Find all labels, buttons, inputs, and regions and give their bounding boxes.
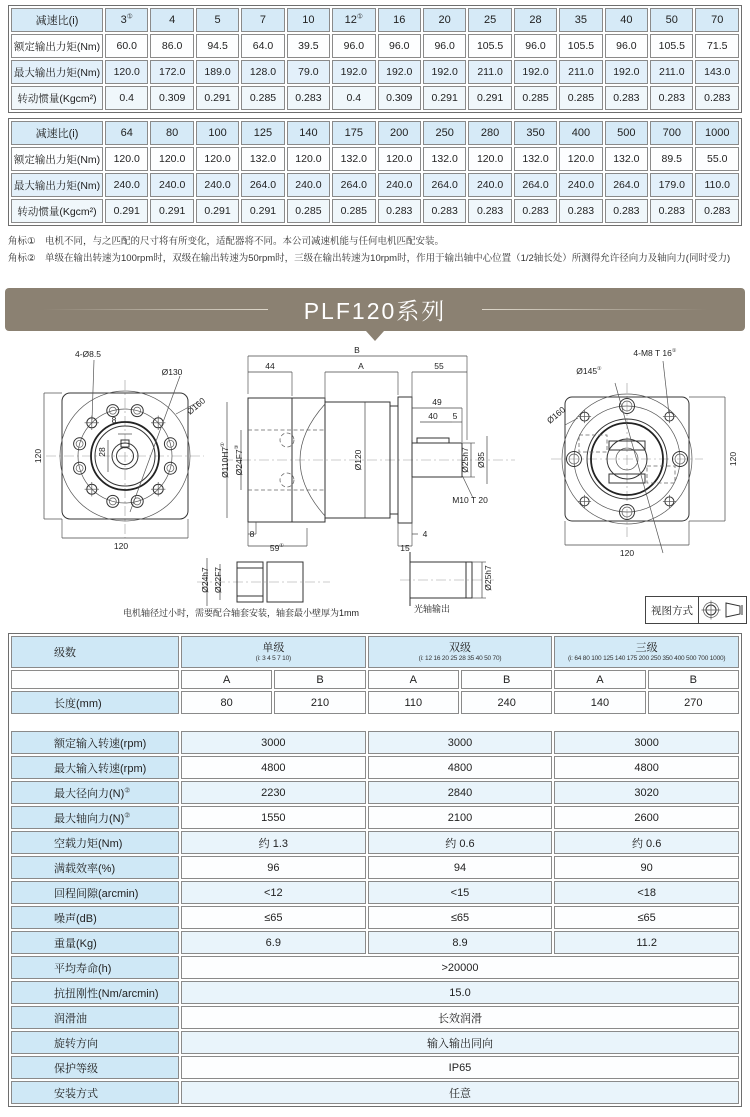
table-cell: 192.0: [423, 60, 466, 84]
table-cell: 96.0: [605, 34, 648, 58]
table-cell: 132.0: [332, 147, 375, 171]
table-row: [11, 121, 739, 145]
table-cell: 输入输出同向: [181, 1031, 739, 1054]
table-cell: 132.0: [241, 147, 284, 171]
row-label: 旋转方向: [11, 1031, 179, 1054]
spec-row: [11, 931, 739, 954]
ab-cell: B: [274, 670, 365, 689]
specification-table: [8, 633, 742, 1107]
dim-label-section-key-len: 40: [428, 411, 438, 421]
table-cell: 264.0: [514, 173, 557, 197]
table-cell: 0.291: [196, 86, 239, 110]
ab-header-row: [11, 670, 739, 689]
table-row: [11, 60, 739, 84]
spec-row: [11, 881, 739, 904]
row-label: 回程间隙(arcmin): [11, 881, 179, 904]
footnote-marker: ②: [124, 786, 131, 794]
table-cell: 132.0: [514, 147, 557, 171]
dim-label-section-d59: 59①: [269, 543, 285, 553]
table-cell: 0.283: [695, 86, 739, 110]
row-label: 最大输出力矩(Nm): [11, 173, 103, 197]
table-cell: 120.0: [378, 147, 421, 171]
table-cell: 86.0: [150, 34, 193, 58]
table-cell: 2230: [181, 781, 366, 804]
dim-label-front-key-depth: 28: [97, 447, 107, 457]
table-cell: 0.283: [514, 199, 557, 223]
table-cell: 4800: [554, 756, 739, 779]
table-cell: 0.4: [332, 86, 375, 110]
dim-label-shaft-dia: Ø25h7: [483, 565, 493, 591]
table-cell: ≤65: [368, 906, 553, 929]
table-cell: 1000: [695, 121, 739, 145]
table-cell: 240.0: [287, 173, 330, 197]
table-cell: 6.9: [181, 931, 366, 954]
spec-row: [11, 906, 739, 929]
table-cell: 94.5: [196, 34, 239, 58]
table-cell: 20: [423, 8, 466, 32]
footnote-marker: ①: [671, 348, 677, 355]
table-cell: 0.285: [332, 199, 375, 223]
table-cell: 250: [423, 121, 466, 145]
spec-row: [11, 781, 739, 804]
table-cell: 0.283: [695, 199, 739, 223]
table-cell: 0.291: [423, 86, 466, 110]
dim-label-front-outer-dia: Ø160: [184, 395, 208, 417]
group-name: 单级: [262, 641, 285, 654]
header-row: [11, 636, 739, 668]
table-cell: 140: [287, 121, 330, 145]
table-cell: 0.283: [650, 199, 693, 223]
group-header: [181, 636, 366, 668]
ab-cell: A: [554, 670, 645, 689]
table-cell: 79.0: [287, 60, 330, 84]
table-cell: 96: [181, 856, 366, 879]
table-cell: 约 1.3: [181, 831, 366, 854]
table-cell: 4800: [368, 756, 553, 779]
dim-label-section-overall: B: [354, 345, 360, 355]
table-cell: 110: [368, 691, 459, 714]
ab-cell: A: [368, 670, 459, 689]
dim-label-front-bolt-holes: 4-Ø8.5: [75, 349, 101, 359]
table-cell: 132.0: [423, 147, 466, 171]
table-cell: 11.2: [554, 931, 739, 954]
table-cell: 211.0: [559, 60, 602, 84]
dim-label-section-key-end: 5: [452, 411, 458, 421]
table-cell: 50: [650, 8, 693, 32]
table-cell: 8.9: [368, 931, 553, 954]
row-label: 转动惯量(Kgcm²): [11, 199, 103, 223]
full-row: [11, 981, 739, 1004]
table-cell: 211.0: [650, 60, 693, 84]
table-cell: 125: [241, 121, 284, 145]
row-label: 减速比(i): [11, 121, 103, 145]
table-cell: 189.0: [196, 60, 239, 84]
table-cell: 94: [368, 856, 553, 879]
table-cell: 2100: [368, 806, 553, 829]
dim-label-section-d15: 15: [400, 543, 410, 553]
table-cell: 264.0: [241, 173, 284, 197]
table-cell: 39.5: [287, 34, 330, 58]
dim-label-section-input-len: 44: [265, 361, 275, 371]
table-cell: 0.291: [150, 199, 193, 223]
empty-cell: [11, 670, 179, 689]
spec-row: [11, 756, 739, 779]
table-cell: 264.0: [423, 173, 466, 197]
dim-label-section-d8: 8: [249, 529, 255, 539]
table-cell: 90: [554, 856, 739, 879]
table-cell: 0.285: [514, 86, 557, 110]
table-cell: 0.285: [287, 199, 330, 223]
table-cell: 0.4: [105, 86, 148, 110]
group-ratios: (i: 64 80 100 125 140 175 200 250 350 400 500 700 1000): [567, 654, 726, 662]
table-cell: 270: [648, 691, 739, 714]
table-cell: 105.5: [468, 34, 511, 58]
row-label: 空载力矩(Nm): [11, 831, 179, 854]
table-cell: 0.283: [468, 199, 511, 223]
table-cell: 3000: [554, 731, 739, 754]
table-cell: 96.0: [423, 34, 466, 58]
table-cell: 0.291: [105, 199, 148, 223]
table-cell: 0.309: [378, 86, 421, 110]
footnote-marker: ③: [234, 444, 241, 450]
dim-label-section-inner-bore: Ø24F7③: [234, 444, 244, 476]
dim-label-rear-width: 120: [619, 548, 635, 558]
dim-label-section-shaft-len: 49: [432, 397, 442, 407]
table-row: [11, 86, 739, 110]
table-cell: 120.0: [559, 147, 602, 171]
table-cell: 200: [378, 121, 421, 145]
dim-label-section-body-len: A: [358, 361, 364, 371]
rear-view-drawing: [525, 335, 750, 565]
table-cell: 55.0: [695, 147, 739, 171]
table-cell: 192.0: [378, 60, 421, 84]
table-cell: 40: [605, 8, 648, 32]
ratio-table-2: [8, 118, 742, 226]
dim-label-sleeve-inner: Ø22F7: [213, 567, 223, 593]
table-cell: 96.0: [332, 34, 375, 58]
table-cell: 172.0: [150, 60, 193, 84]
footnote-marker: ①: [279, 543, 285, 550]
spec-row: [11, 831, 739, 854]
table-cell: 264.0: [332, 173, 375, 197]
table-cell: 任意: [181, 1081, 739, 1104]
dim-label-section-input-bore: Ø110H7①: [220, 442, 230, 478]
table-cell: 0.283: [378, 199, 421, 223]
spec-row: [11, 731, 739, 754]
group-header: [554, 636, 739, 668]
dim-label-section-tap: M10 T 20: [452, 495, 488, 505]
full-row: [11, 1006, 739, 1029]
footnote-marker: ①: [126, 13, 133, 21]
table-cell: 240.0: [559, 173, 602, 197]
ab-cell: B: [648, 670, 739, 689]
dim-label-section-shaft-dia: Ø25h7: [460, 447, 470, 473]
table-cell: 1550: [181, 806, 366, 829]
table-cell: 240.0: [378, 173, 421, 197]
corner-label: 级数: [11, 636, 179, 668]
table-cell: 约 0.6: [554, 831, 739, 854]
table-cell: 500: [605, 121, 648, 145]
view-mode-box: [645, 596, 747, 624]
table-cell: <12: [181, 881, 366, 904]
length-row: [11, 691, 739, 714]
table-cell: 12①: [332, 8, 375, 32]
table-cell: 175: [332, 121, 375, 145]
table-cell: 64.0: [241, 34, 284, 58]
row-label: 安装方式: [11, 1081, 179, 1104]
table-cell: 105.5: [559, 34, 602, 58]
table-row: [11, 199, 739, 223]
table-cell: IP65: [181, 1056, 739, 1079]
table-cell: 0.283: [559, 199, 602, 223]
table-cell: 0.291: [241, 199, 284, 223]
row-label: 噪声(dB): [11, 906, 179, 929]
table-cell: <18: [554, 881, 739, 904]
table-cell: 35: [559, 8, 602, 32]
dim-label-front-key-width: 8: [111, 415, 117, 425]
table-cell: ≤65: [181, 906, 366, 929]
table-cell: 64: [105, 121, 148, 145]
table-cell: 105.5: [650, 34, 693, 58]
group-ratios: (i: 3 4 5 7 10): [255, 654, 291, 662]
spec-row: [11, 856, 739, 879]
row-label: 重量(Kg): [11, 931, 179, 954]
sleeve-note: 电机轴径过小时，需要配合轴套安装，轴套最小壁厚为1mm: [123, 608, 360, 618]
table-cell: 120.0: [150, 147, 193, 171]
row-label: 抗扭刚性(Nm/arcmin): [11, 981, 179, 1004]
full-row: [11, 1081, 739, 1104]
table-cell: 120.0: [105, 60, 148, 84]
row-label: 满载效率(%): [11, 856, 179, 879]
ab-cell: B: [461, 670, 552, 689]
table-cell: 96.0: [514, 34, 557, 58]
table-cell: 120.0: [468, 147, 511, 171]
row-label: 平均寿命(h): [11, 956, 179, 979]
table-cell: 96.0: [378, 34, 421, 58]
table-cell: 4: [150, 8, 193, 32]
shaft-output-caption: 光轴输出: [413, 604, 451, 614]
table-cell: 7: [241, 8, 284, 32]
row-label: 最大输入转速(rpm): [11, 756, 179, 779]
table-cell: 0.283: [605, 86, 648, 110]
table-cell: 350: [514, 121, 557, 145]
table-cell: 2600: [554, 806, 739, 829]
dim-label-rear-bolt-circle: Ø145①: [576, 366, 602, 376]
dim-label-rear-height: 120: [728, 451, 738, 467]
spacer-row: [11, 716, 739, 729]
footnote-2: 角标② 单级在输出转速为100rpm时，双级在输出转速为50rpm时，三级在输出转速为10rpm时，作用于输出轴中心位置（1/2轴长处）所测得允许径向力及轴向力(同时受力): [8, 253, 731, 264]
table-cell: 0.309: [150, 86, 193, 110]
table-cell: 240.0: [150, 173, 193, 197]
view-mode-icons: [699, 597, 746, 623]
table-cell: 0.283: [605, 199, 648, 223]
table-cell: 28: [514, 8, 557, 32]
dim-label-section-body-dia: Ø120: [353, 449, 363, 471]
table-cell: 5: [196, 8, 239, 32]
table-cell: 3000: [181, 731, 366, 754]
table-cell: 211.0: [468, 60, 511, 84]
row-label: 最大输出力矩(Nm): [11, 60, 103, 84]
table-cell: 240.0: [468, 173, 511, 197]
dim-label-front-bolt-circle: Ø130: [161, 367, 183, 377]
table-cell: 3020: [554, 781, 739, 804]
row-label: 额定输出力矩(Nm): [11, 147, 103, 171]
group-name: 双级: [448, 641, 471, 654]
row-label: 转动惯量(Kgcm²): [11, 86, 103, 110]
table-cell: 400: [559, 121, 602, 145]
row-label: 最大轴向力(N)②: [11, 806, 179, 829]
table-cell: 280: [468, 121, 511, 145]
table-cell: 约 0.6: [368, 831, 553, 854]
footnote-marker: ②: [124, 811, 131, 819]
row-label: 减速比(i): [11, 8, 103, 32]
group-name: 三级: [635, 641, 658, 654]
banner-arrow-icon: [366, 331, 384, 341]
dim-label-section-d4: 4: [422, 529, 428, 539]
table-cell: 240: [461, 691, 552, 714]
table-cell: 0.291: [468, 86, 511, 110]
table-cell: 4800: [181, 756, 366, 779]
table-cell: 80: [150, 121, 193, 145]
group-header: [368, 636, 553, 668]
table-cell: 240.0: [105, 173, 148, 197]
table-cell: 128.0: [241, 60, 284, 84]
row-label: 润滑油: [11, 1006, 179, 1029]
table-cell: 120.0: [196, 147, 239, 171]
table-cell: 89.5: [650, 147, 693, 171]
table-cell: 0.285: [241, 86, 284, 110]
row-label: 长度(mm): [11, 691, 179, 714]
front-view-drawing: [30, 342, 230, 560]
group-ratios: (i: 12 16 20 25 28 35 40 50 70): [418, 654, 502, 662]
table-cell: 0.291: [196, 199, 239, 223]
table-cell: 10: [287, 8, 330, 32]
table-cell: 100: [196, 121, 239, 145]
footnote-marker: ①: [597, 366, 602, 373]
ab-cell: A: [181, 670, 272, 689]
table-cell: 16: [378, 8, 421, 32]
table-cell: 2840: [368, 781, 553, 804]
row-label: 最大径向力(N)②: [11, 781, 179, 804]
dim-label-rear-bolt-holes: 4-M8 T 16①: [633, 348, 677, 358]
table-cell: 80: [181, 691, 272, 714]
spacer-cell: [11, 716, 739, 729]
footnote-marker: ①: [356, 13, 363, 21]
table-cell: 长效润滑: [181, 1006, 739, 1029]
row-label: 保护等级: [11, 1056, 179, 1079]
table-cell: 143.0: [695, 60, 739, 84]
table-cell: >20000: [181, 956, 739, 979]
table-cell: 71.5: [695, 34, 739, 58]
table-cell: ≤65: [554, 906, 739, 929]
series-banner: [5, 288, 745, 331]
table-cell: 264.0: [605, 173, 648, 197]
projection-frustum-icon: [724, 601, 744, 619]
table-cell: 0.283: [650, 86, 693, 110]
table-cell: 60.0: [105, 34, 148, 58]
full-row: [11, 956, 739, 979]
dim-label-front-width: 120: [113, 541, 129, 551]
table-cell: 700: [650, 121, 693, 145]
table-cell: 15.0: [181, 981, 739, 1004]
table-row: [11, 147, 739, 171]
table-cell: 140: [554, 691, 645, 714]
table-cell: 70: [695, 8, 739, 32]
table-cell: 192.0: [514, 60, 557, 84]
view-mode-label: 视图方式: [646, 597, 699, 623]
table-row: [11, 8, 739, 32]
table-cell: 120.0: [287, 147, 330, 171]
dim-label-section-boss-dia: Ø35: [476, 451, 486, 469]
row-label: 额定输出力矩(Nm): [11, 34, 103, 58]
spec-row: [11, 806, 739, 829]
projection-circle-icon: [701, 600, 721, 620]
table-cell: 240.0: [196, 173, 239, 197]
table-cell: 0.285: [559, 86, 602, 110]
table-cell: 179.0: [650, 173, 693, 197]
table-cell: 3①: [105, 8, 148, 32]
table-cell: 192.0: [332, 60, 375, 84]
table-cell: 192.0: [605, 60, 648, 84]
table-cell: 0.283: [287, 86, 330, 110]
table-cell: 210: [274, 691, 365, 714]
full-row: [11, 1031, 739, 1054]
full-row: [11, 1056, 739, 1079]
dim-label-front-height: 120: [33, 448, 43, 464]
table-cell: 120.0: [105, 147, 148, 171]
table-cell: 110.0: [695, 173, 739, 197]
footnote-1: 角标① 电机不同，与之匹配的尺寸将有所变化，适配器将不同。本公司减速机能与任何电机匹配安装。: [8, 236, 445, 247]
table-cell: 0.283: [423, 199, 466, 223]
row-label: 额定输入转速(rpm): [11, 731, 179, 754]
dim-label-rear-outer-dia: Ø160: [544, 404, 568, 426]
series-title: PLF120系列: [303, 298, 447, 324]
ratio-table-1: [8, 5, 742, 113]
table-row: [11, 173, 739, 197]
table-cell: <15: [368, 881, 553, 904]
table-cell: 25: [468, 8, 511, 32]
table-cell: 132.0: [605, 147, 648, 171]
dim-label-sleeve-outer: Ø24h7: [200, 567, 210, 593]
table-cell: 3000: [368, 731, 553, 754]
footnote-marker: ①: [220, 442, 227, 447]
table-row: [11, 34, 739, 58]
dim-label-section-out-len: 55: [434, 361, 444, 371]
